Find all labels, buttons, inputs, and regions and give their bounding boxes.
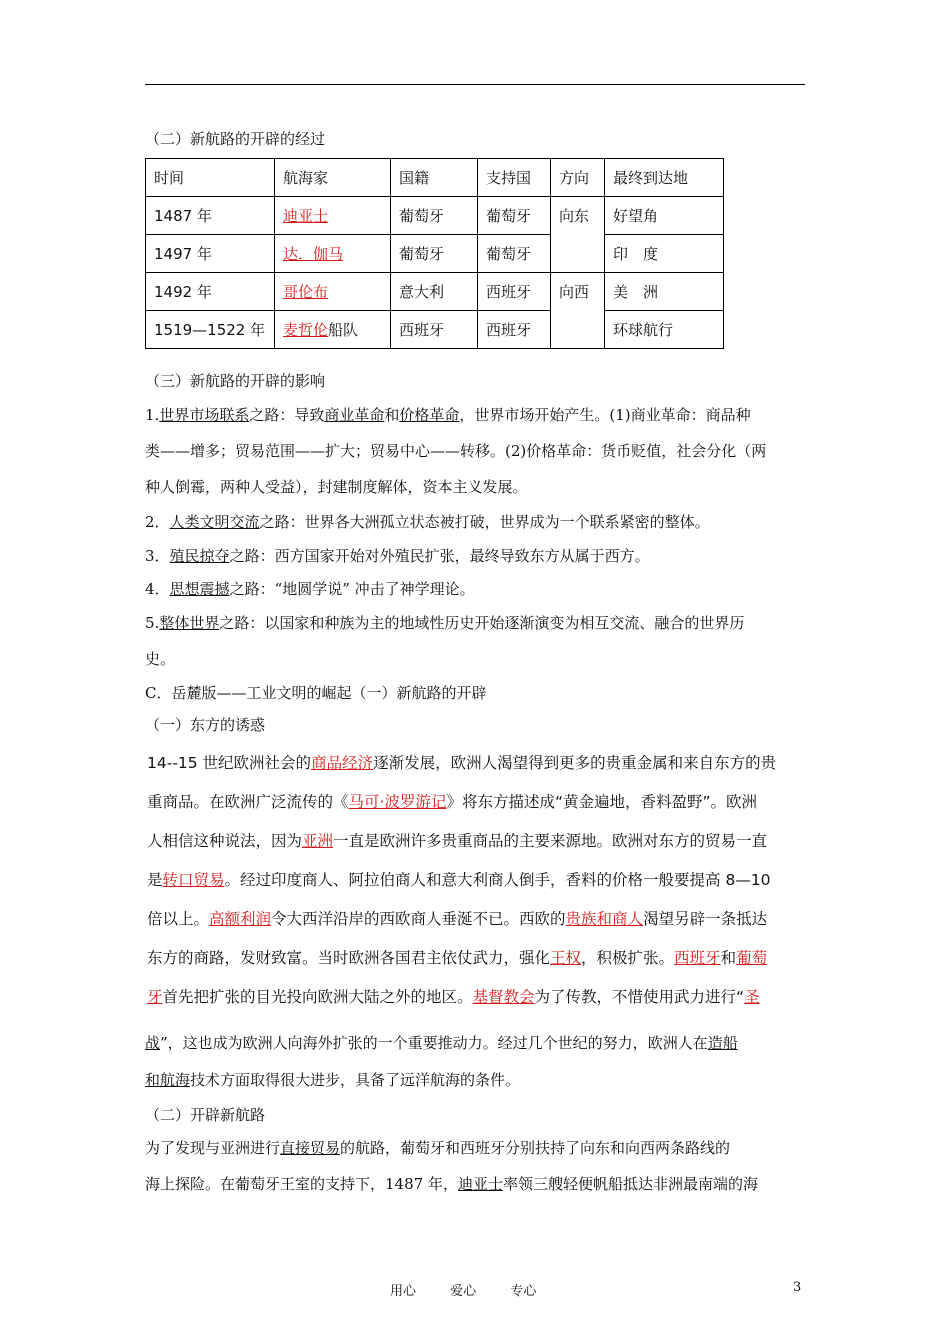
- impact-item-2: [145, 511, 710, 532]
- sub-two-title: （二）开辟新航路: [145, 1106, 266, 1124]
- motto-word: 用心: [390, 1284, 417, 1299]
- impact-text: 之路：世界各大洲孤立状态被打破，世界成为一个联系紧密的整体。: [259, 513, 710, 531]
- crusade-line-2: 和航海技术方面取得很大进步，具备了远洋航海的条件。: [145, 1071, 521, 1089]
- cell-navigator: [275, 311, 391, 349]
- motto-word: 爱心: [450, 1284, 477, 1299]
- paragraph-line: 是转口贸易。经过印度商人、阿拉伯商人和意大利商人倒手，香料的价格一般要提高 8—10: [147, 871, 771, 889]
- item-number: 1.: [145, 406, 160, 424]
- crusade-line-1: 战”，这也成为欧洲人向海外扩张的一个重要推动力。经过几个世纪的努力，欧洲人在造船: [145, 1034, 738, 1052]
- impact-item-5: [145, 612, 744, 633]
- cell-nationality: 葡萄牙: [391, 197, 478, 235]
- voyages-table: [145, 158, 724, 349]
- section-c-title: C．岳麓版——工业文明的崛起（一）新航路的开辟: [145, 684, 487, 702]
- impact-text: 之路：“地圆学说” 冲击了神学理论。: [229, 580, 475, 598]
- impact-term: 价格革命: [399, 406, 460, 424]
- table-row: [146, 235, 724, 273]
- impact-term: 思想震撼: [169, 580, 230, 598]
- cell-sponsor: 西班牙: [478, 273, 551, 311]
- cell-nationality: 意大利: [391, 273, 478, 311]
- cell-destination: 美 洲: [605, 273, 724, 311]
- cell-navigator: [275, 197, 391, 235]
- cell-navigator: [275, 235, 391, 273]
- footer-motto: [390, 1280, 566, 1299]
- cell-time: 1519—1522 年: [146, 311, 275, 349]
- cell-nationality: 葡萄牙: [391, 235, 478, 273]
- cell-time: 1487 年: [146, 197, 275, 235]
- impact-term: 商业革命: [324, 406, 385, 424]
- cell-sponsor: 葡萄牙: [478, 235, 551, 273]
- paragraph-line: 牙首先把扩张的目光投向欧洲大陆之外的地区。基督教会为了传教，不惜使用武力进行“圣: [147, 988, 760, 1006]
- navigator-name: 达．伽马: [283, 245, 344, 263]
- impact-text: 之路：西方国家开始对外殖民扩张，最终导致东方从属于西方。: [229, 547, 650, 565]
- new-route-line-2: 海上探险。在葡萄牙王室的支持下，1487 年，迪亚士率领三艘轻便帆船抵达非洲最南端的海: [145, 1175, 758, 1193]
- impact-term: 殖民掠夺: [169, 547, 230, 565]
- section-two-title: （二）新航路的开辟的经过: [145, 130, 326, 148]
- table-row: [146, 311, 724, 349]
- lure-paragraph: [147, 744, 815, 1017]
- cell-time: 1492 年: [146, 273, 275, 311]
- new-route-line-1: 为了发现与亚洲进行直接贸易的航路，葡萄牙和西班牙分别扶持了向东和向西两条路线的: [145, 1139, 731, 1157]
- navigator-name: 哥伦布: [283, 283, 329, 301]
- impact-item-1-line-2: 类——增多；贸易范围——扩大；贸易中心——转移。(2)价格革命：货币贬值，社会分化（两: [145, 442, 767, 460]
- section-three-title: （三）新航路的开辟的影响: [145, 372, 326, 390]
- header-time: 时间: [146, 159, 275, 197]
- impact-term: 整体世界: [159, 614, 220, 632]
- sub-one-title: （一）东方的诱惑: [145, 716, 266, 734]
- paragraph-line: 人相信这种说法，因为亚洲一直是欧洲许多贵重商品的主要来源地。欧洲对东方的贸易一直: [147, 832, 768, 850]
- header-direction: 方向: [551, 159, 605, 197]
- cell-sponsor: 葡萄牙: [478, 197, 551, 235]
- impact-item-1-line-3: 种人倒霉，两种人受益），封建制度解体，资本主义发展。: [145, 478, 528, 496]
- impact-text: 之路：导致: [249, 406, 325, 424]
- header-rule: [145, 84, 805, 85]
- header-sponsor: 支持国: [478, 159, 551, 197]
- item-number: 3．: [145, 547, 170, 565]
- cell-navigator: [275, 273, 391, 311]
- cell-direction-west: 向西: [551, 273, 605, 349]
- paragraph-line: 东方的商路，发财致富。当时欧洲各国君主依仗武力，强化王权，积极扩张。西班牙和葡萄: [147, 949, 768, 967]
- cell-destination: 环球航行: [605, 311, 724, 349]
- impact-item-4: [145, 578, 475, 599]
- navigator-suffix: 船队: [328, 321, 359, 339]
- item-number: 5.: [145, 614, 160, 632]
- impact-text: ，世界市场开始产生。(1)商业革命：商品种: [459, 406, 751, 424]
- impact-text: 和: [384, 406, 400, 424]
- cell-direction-east: 向东: [551, 197, 605, 273]
- paragraph-line: 14--15 世纪欧洲社会的商品经济逐渐发展，欧洲人渴望得到更多的贵重金属和来自东方的贵: [147, 754, 777, 772]
- item-number: 2．: [145, 513, 170, 531]
- impact-term: 世界市场联系: [159, 406, 250, 424]
- cell-destination: 好望角: [605, 197, 724, 235]
- impact-term: 人类文明交流: [169, 513, 260, 531]
- cell-nationality: 西班牙: [391, 311, 478, 349]
- table-row: [146, 197, 724, 235]
- cell-sponsor: 西班牙: [478, 311, 551, 349]
- navigator-name: 迪亚士: [283, 207, 329, 225]
- page-number: 3: [793, 1280, 802, 1295]
- cell-time: 1497 年: [146, 235, 275, 273]
- header-destination: 最终到达地: [605, 159, 724, 197]
- cell-destination: 印 度: [605, 235, 724, 273]
- motto-word: 专心: [510, 1284, 537, 1299]
- paragraph-line: 倍以上。高额利润令大西洋沿岸的西欧商人垂涎不已。西欧的贵族和商人渴望另辟一条抵达: [147, 910, 768, 928]
- item-number: 4．: [145, 580, 170, 598]
- impact-item-1: [145, 404, 751, 425]
- paragraph-line: 重商品。在欧洲广泛流传的《马可·波罗游记》将东方描述成“黄金遍地，香料盈野”。欧洲: [147, 793, 758, 811]
- table-row: [146, 273, 724, 311]
- header-nationality: 国籍: [391, 159, 478, 197]
- impact-item-5-line-2: 史。: [145, 650, 176, 668]
- header-navigator: 航海家: [275, 159, 391, 197]
- impact-text: 之路：以国家和种族为主的地域性历史开始逐渐演变为相互交流、融合的世界历: [219, 614, 745, 632]
- table-header-row: [146, 159, 724, 197]
- navigator-name: 麦哲伦: [283, 321, 329, 339]
- impact-item-3: [145, 545, 650, 566]
